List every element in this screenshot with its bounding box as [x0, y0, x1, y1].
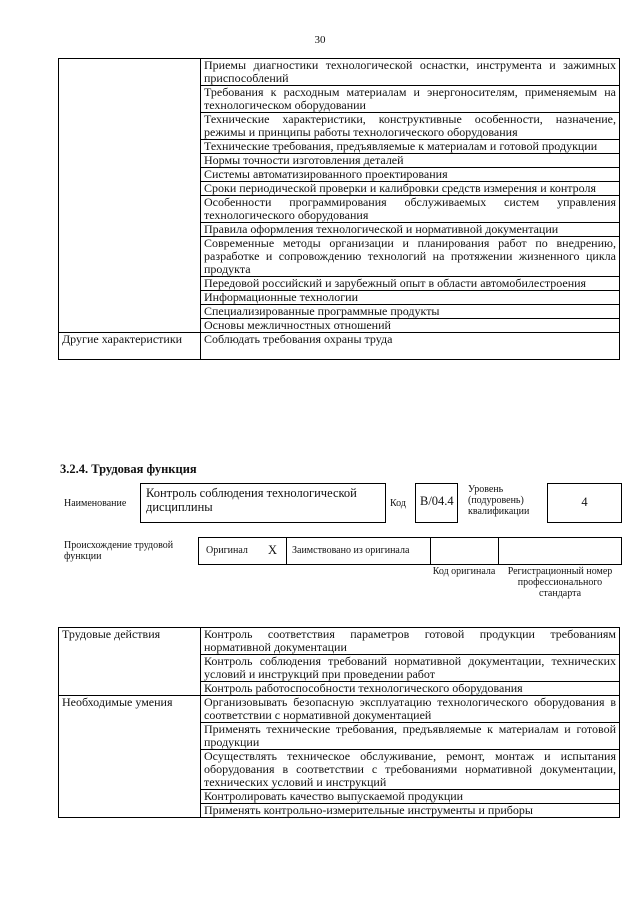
list-item: Современные методы организации и планирования работ по внедрению, разработке и сопровождению технологий на протяжении жизненного цикла продукта — [201, 237, 620, 277]
divider — [286, 537, 287, 564]
list-item: Информационные технологии — [201, 291, 620, 305]
registration-number-caption: Регистрационный номер профессионального стандарта — [507, 566, 613, 599]
page-number: 30 — [314, 34, 326, 46]
origin-box — [198, 537, 622, 565]
table-row — [59, 59, 620, 86]
function-table — [58, 627, 620, 818]
list-item: Контроль работоспособности технологического оборудования — [201, 682, 620, 696]
list-item: Правила оформления технологической и нормативной документации — [201, 223, 620, 237]
list-item: Применять контрольно-измерительные инструменты и приборы — [201, 804, 620, 818]
list-item: Контролировать качество выпускаемой продукции — [201, 790, 620, 804]
required-skills-label: Необходимые умения — [59, 696, 201, 818]
table-row — [59, 333, 620, 360]
list-item: Сроки периодической проверки и калибровки средств измерения и контроля — [201, 182, 620, 196]
table-row — [59, 628, 620, 655]
list-item: Технические характеристики, конструктивные особенности, назначение, режимы и принципы работы технологического оборудования — [201, 113, 620, 140]
list-item: Специализированные программные продукты — [201, 305, 620, 319]
list-item: Контроль соответствия параметров готовой продукции требованиям нормативной документации — [201, 628, 620, 655]
code-value: B/04.4 — [420, 494, 454, 508]
list-item: Системы автоматизированного проектирования — [201, 168, 620, 182]
list-item: Нормы точности изготовления деталей — [201, 154, 620, 168]
code-label: Код — [390, 498, 406, 509]
origin-label: Происхождение трудовой функции — [64, 540, 174, 562]
other-characteristics-value: Соблюдать требования охраны труда — [201, 333, 620, 360]
section-heading: 3.2.4. Трудовая функция — [60, 462, 197, 476]
list-item: Особенности программирования обслуживаемых систем управления технологического оборудования — [201, 196, 620, 223]
divider — [498, 537, 499, 564]
list-item: Применять технические требования, предъявляемые к материалам и готовой продукции — [201, 723, 620, 750]
list-item: Осуществлять техническое обслуживание, ремонт, монтаж и испытания оборудования в соответствии с требованиями нормативной документации, технических условий и инструкций — [201, 750, 620, 790]
list-item: Технические требования, предъявляемые к материалам и готовой продукции — [201, 140, 620, 154]
list-item: Организовывать безопасную эксплуатацию технологического оборудования в соответствии с нормативной документацией — [201, 696, 620, 723]
name-label: Наименование — [64, 498, 127, 509]
divider — [430, 537, 431, 564]
name-box — [140, 483, 386, 523]
original-label: Оригинал — [206, 545, 248, 556]
level-value: 4 — [581, 495, 588, 509]
borrowed-label: Заимствовано из оригинала — [292, 545, 410, 556]
code-original-caption: Код оригинала — [432, 566, 496, 577]
list-item: Требования к расходным материалам и энергоносителям, применяемым на технологическом оборудовании — [201, 86, 620, 113]
name-value: Контроль соблюдения технологической дисциплины — [146, 486, 357, 514]
other-characteristics-label: Другие характеристики — [59, 333, 201, 360]
level-label: Уровень (подуровень) квалификации — [468, 484, 530, 517]
table-row — [59, 696, 620, 723]
list-item: Приемы диагностики технологической оснастки, инструмента и зажимных приспособлений — [201, 59, 620, 86]
original-mark: X — [268, 543, 278, 557]
level-box — [547, 483, 622, 523]
code-box — [415, 483, 458, 523]
labor-actions-label: Трудовые действия — [59, 628, 201, 696]
list-item: Основы межличностных отношений — [201, 319, 620, 333]
group-label-cell — [59, 59, 201, 333]
knowledge-table — [58, 58, 620, 360]
list-item: Контроль соблюдения требований нормативной документации, технических условий и инструкций при проведении работ — [201, 655, 620, 682]
list-item: Передовой российский и зарубежный опыт в области автомобилестроения — [201, 277, 620, 291]
